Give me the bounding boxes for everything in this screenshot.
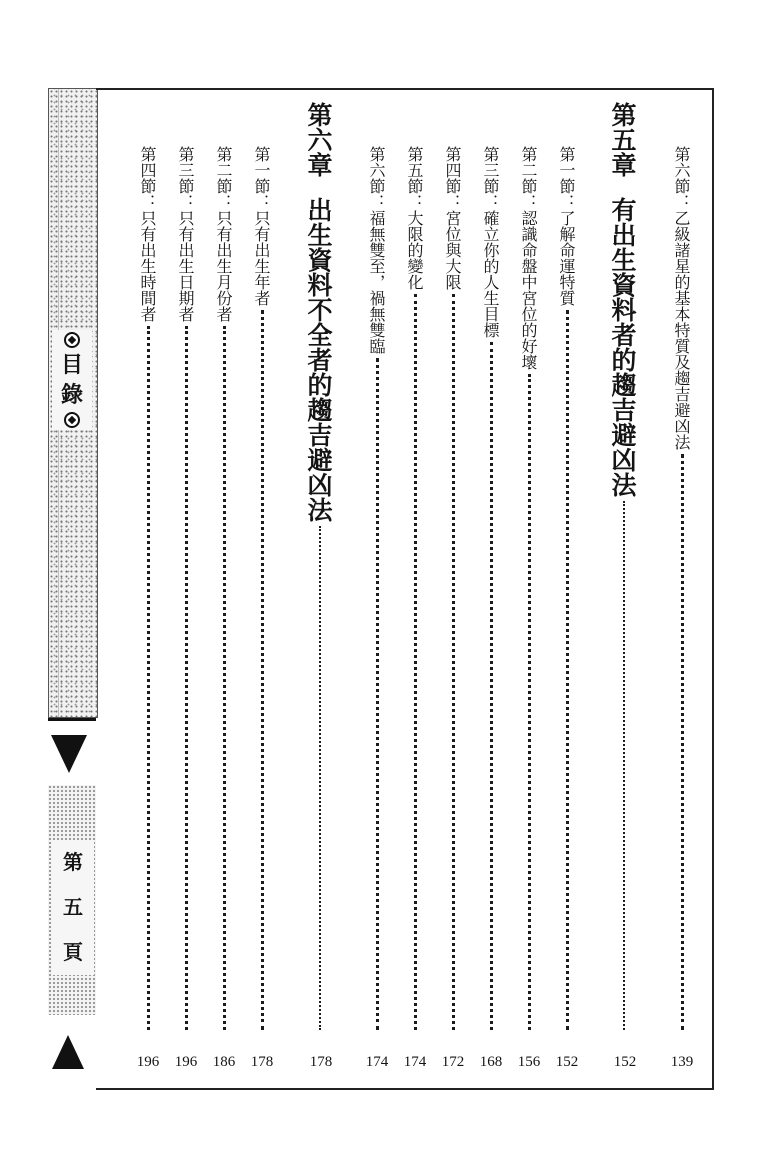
- dot-leader: [452, 294, 455, 1030]
- toc-entry: [671, 146, 693, 1034]
- diamond-ornament-icon: [64, 332, 80, 348]
- sidebar-label-char: 錄: [60, 382, 83, 408]
- chapter-title: 出生資料不全者的趨吉避凶法: [304, 197, 333, 522]
- entry-title: 只有出生時間者: [138, 210, 157, 322]
- entry-section: 第四節：: [443, 146, 462, 210]
- dot-leader: [376, 358, 379, 1030]
- sidebar-label-char: 目: [60, 352, 83, 378]
- toc-chapter-entry: [304, 102, 336, 1034]
- page-label-char: 頁: [63, 940, 83, 964]
- dot-leader: [566, 310, 569, 1030]
- toc-entry: [518, 146, 540, 1034]
- toc-chapter-entry: [608, 102, 640, 1034]
- toc-entry: [175, 146, 197, 1034]
- entry-section: 第六節：: [672, 146, 691, 210]
- sidebar-page-label: [52, 840, 94, 975]
- toc-entry: [137, 146, 159, 1034]
- toc-entry: [213, 146, 235, 1034]
- dot-leader: [261, 310, 264, 1030]
- entry-section: 第三節：: [481, 146, 500, 210]
- chapter-number: 第六章: [304, 102, 333, 177]
- entry-section: 第一節：: [557, 146, 576, 210]
- entry-title: 福無雙至，禍無雙臨: [367, 210, 386, 354]
- toc-entry: [404, 146, 426, 1034]
- page-label-char: 五: [63, 895, 83, 919]
- dot-leader: [223, 326, 226, 1030]
- entry-page: 156: [517, 1054, 541, 1070]
- sidebar-section-label: [52, 330, 92, 430]
- dot-leader: [185, 326, 188, 1030]
- entry-section: 第四節：: [138, 146, 157, 210]
- toc-entry: [251, 146, 273, 1034]
- dot-leader: [490, 342, 493, 1030]
- dot-leader: [147, 326, 150, 1030]
- entry-page: 152: [555, 1054, 579, 1070]
- entry-page: 178: [309, 1054, 333, 1070]
- entry-title: 認識命盤中宮位的好壞: [519, 210, 538, 370]
- entry-title: 只有出生日期者: [176, 210, 195, 322]
- entry-section: 第二節：: [214, 146, 233, 210]
- entry-title: 大限的變化: [405, 210, 424, 290]
- entry-page: 172: [441, 1054, 465, 1070]
- entry-page: 174: [365, 1054, 389, 1070]
- dot-leader: [414, 294, 417, 1030]
- triangle-up-icon: [52, 1035, 84, 1069]
- page-label-char: 第: [63, 850, 83, 874]
- entry-section: 第一節：: [252, 146, 271, 210]
- entry-page: 178: [250, 1054, 274, 1070]
- entry-page: 186: [212, 1054, 236, 1070]
- toc-entry: [556, 146, 578, 1034]
- entry-title: 宮位與大限: [443, 210, 462, 290]
- dot-leader: [681, 454, 684, 1030]
- diamond-ornament-icon: [64, 412, 80, 428]
- entry-section: 第六節：: [367, 146, 386, 210]
- entry-page: 168: [479, 1054, 503, 1070]
- entry-title: 確立你的人生目標: [481, 210, 500, 338]
- entry-page: 152: [613, 1054, 637, 1070]
- entry-section: 第二節：: [519, 146, 538, 210]
- entry-title: 乙級諸星的基本特質及趨吉避凶法: [672, 210, 691, 450]
- entry-section: 第三節：: [176, 146, 195, 210]
- entry-page: 196: [136, 1054, 160, 1070]
- toc-entry: [480, 146, 502, 1034]
- entry-title: 只有出生年者: [252, 210, 271, 306]
- entry-page: 174: [403, 1054, 427, 1070]
- chapter-title: 有出生資料者的趨吉避凶法: [608, 197, 637, 497]
- dot-leader: [623, 501, 625, 1030]
- sidebar-rule: [48, 718, 96, 721]
- entry-page: 139: [670, 1054, 694, 1070]
- entry-title: 了解命運特質: [557, 210, 576, 306]
- toc-entry: [442, 146, 464, 1034]
- triangle-down-icon: [51, 735, 87, 773]
- dot-leader: [319, 526, 321, 1030]
- entry-page: 196: [174, 1054, 198, 1070]
- entry-section: 第五節：: [405, 146, 424, 210]
- toc-entry: [366, 146, 388, 1034]
- dot-leader: [528, 374, 531, 1030]
- entry-title: 只有出生月份者: [214, 210, 233, 322]
- chapter-number: 第五章: [608, 102, 637, 177]
